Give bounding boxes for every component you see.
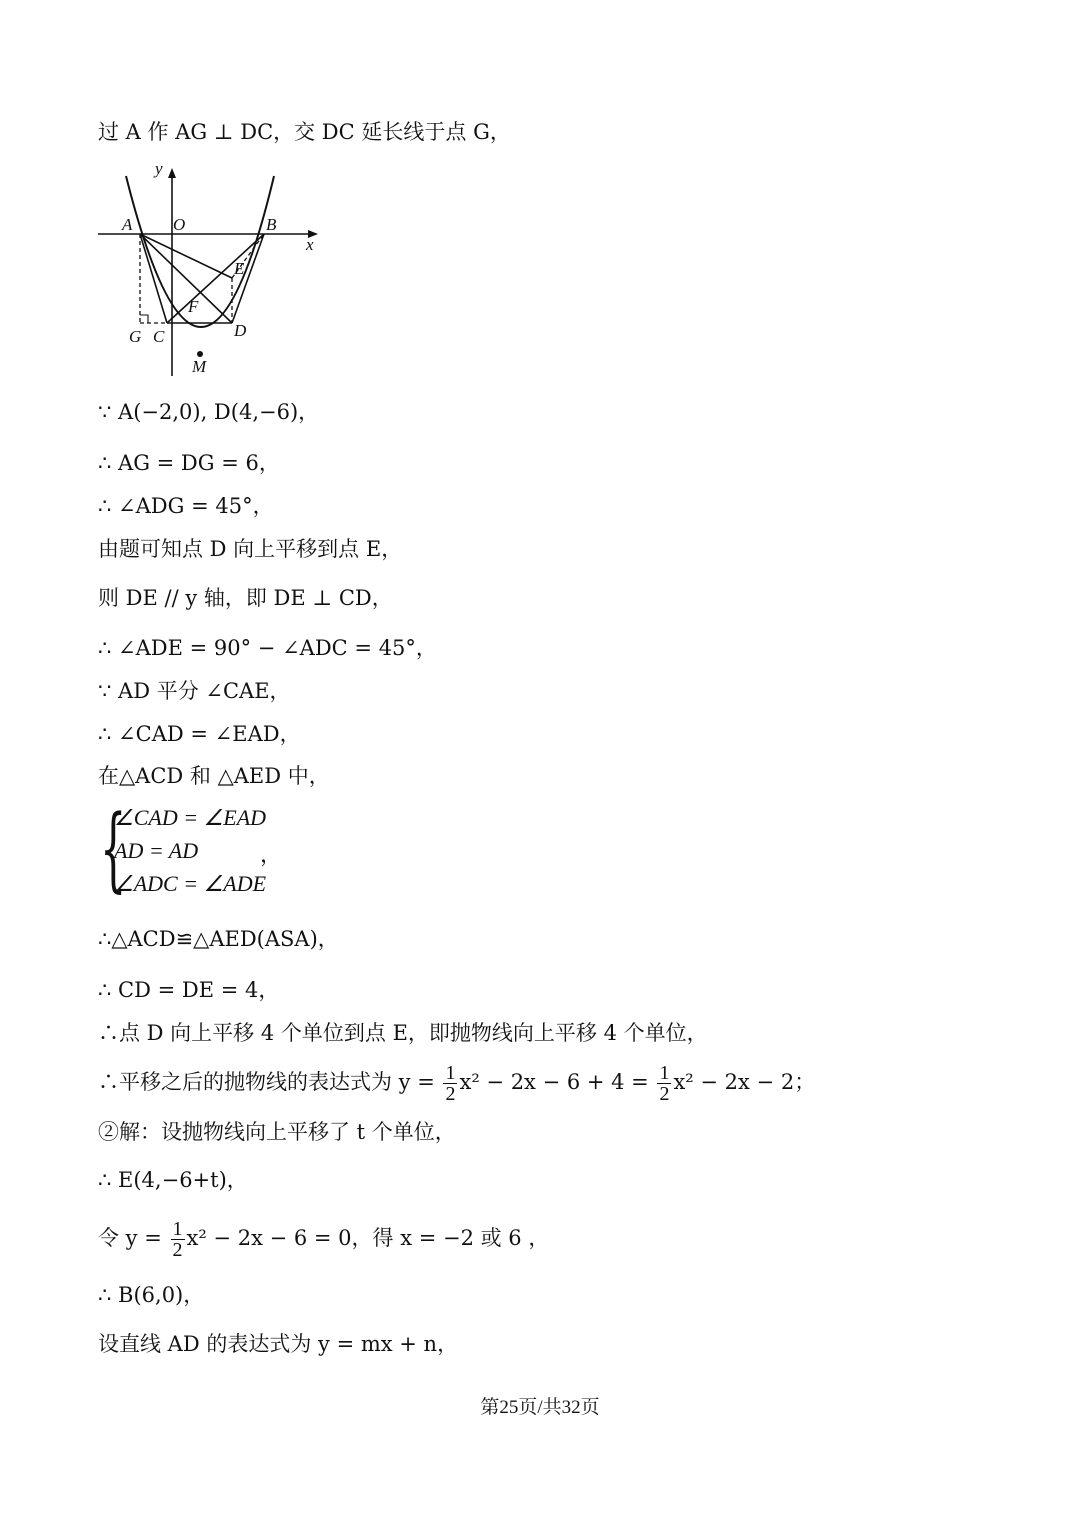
label-A: A xyxy=(122,215,133,234)
line14-middle: x² − 2x − 6 + 4 = xyxy=(459,1070,656,1094)
label-G: G xyxy=(129,327,142,346)
fraction-num: 1 xyxy=(659,1062,670,1084)
fraction-half-1 xyxy=(443,1063,457,1104)
segment-BD xyxy=(232,234,264,323)
label-O: O xyxy=(173,215,186,234)
fraction-half-2 xyxy=(657,1063,671,1104)
text-line-15: ②解：设抛物线向上平移了 t 个单位， xyxy=(98,1120,456,1144)
line14-suffix: x² − 2x − 2； xyxy=(673,1070,816,1094)
text-line-17 xyxy=(98,1216,549,1260)
text-line-5: 由题可知点 D 向上平移到点 E， xyxy=(98,537,403,561)
equation-system xyxy=(100,795,300,902)
right-angle-mark xyxy=(140,315,148,323)
text-line-6: 则 DE // y 轴，即 DE ⊥ CD， xyxy=(98,586,393,610)
label-E: E xyxy=(234,259,245,278)
system-row-3: ∠ADC = ∠ADE xyxy=(114,871,267,896)
text-line-8: ∵ AD 平分 ∠CAE， xyxy=(98,679,291,703)
text-line-10: 在△ACD 和 △AED 中， xyxy=(98,764,330,788)
label-M: M xyxy=(192,357,207,376)
fraction-half-3 xyxy=(171,1219,185,1260)
system-row-2: AD = AD xyxy=(114,838,199,863)
line17-prefix: 令 y = xyxy=(98,1226,169,1250)
label-x: x xyxy=(306,235,314,254)
fraction-den: 2 xyxy=(445,1083,456,1105)
text-line-4: ∴ ∠ADG = 45°， xyxy=(98,494,274,518)
text-line-9: ∴ ∠CAD = ∠EAD， xyxy=(98,722,301,746)
line17-suffix: x² − 2x − 6 = 0，得 x = −2 或 6 ， xyxy=(186,1226,550,1250)
text-line-3: ∴ AG = DG = 6， xyxy=(98,451,280,475)
text-line-12: ∴ CD = DE = 4， xyxy=(98,978,280,1002)
system-row-1: ∠CAD = ∠EAD xyxy=(114,805,267,830)
text-line-19: 设直线 AD 的表达式为 y = mx + n， xyxy=(98,1332,459,1356)
label-F: F xyxy=(188,297,199,316)
text-line-16: ∴ E(4,−6+t)， xyxy=(98,1168,248,1192)
text-line-2: ∵ A(−2,0), D(4,−6)， xyxy=(98,400,320,424)
label-C: C xyxy=(153,327,165,346)
parabola-figure xyxy=(96,158,336,388)
line14-prefix: ∴平移之后的抛物线的表达式为 y = xyxy=(98,1070,442,1094)
page-footer: 第25页/共32页 xyxy=(480,1397,600,1418)
fraction-num: 1 xyxy=(445,1062,456,1084)
fraction-num: 1 xyxy=(172,1218,183,1240)
system-comma: ， xyxy=(260,842,283,867)
y-axis-arrow xyxy=(168,168,176,178)
text-line-13: ∴点 D 向上平移 4 个单位到点 E，即抛物线向上平移 4 个单位， xyxy=(98,1021,708,1045)
text-line-1: 过 A 作 AG ⊥ DC，交 DC 延长线于点 G， xyxy=(98,120,511,144)
fraction-den: 2 xyxy=(659,1083,670,1105)
left-brace: { xyxy=(100,795,127,902)
parabola-curve xyxy=(126,176,274,327)
text-line-11: ∴△ACD≌△AED(ASA)， xyxy=(98,927,339,951)
text-line-7: ∴ ∠ADE = 90° − ∠ADC = 45°， xyxy=(98,636,437,660)
text-line-18: ∴ B(6,0)， xyxy=(98,1283,205,1307)
label-D: D xyxy=(234,321,247,340)
label-y: y xyxy=(155,159,163,178)
segment-CB xyxy=(167,234,264,323)
fraction-den: 2 xyxy=(172,1239,183,1261)
text-line-14 xyxy=(98,1060,815,1104)
segment-AE xyxy=(140,234,232,278)
label-B: B xyxy=(266,215,277,234)
